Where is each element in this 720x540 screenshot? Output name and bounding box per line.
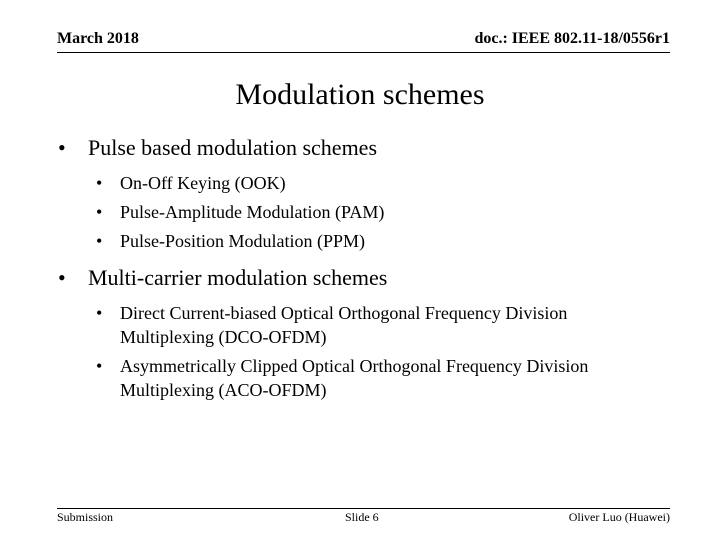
slide-title: Modulation schemes [235,78,485,111]
header-divider [57,52,670,53]
footer-author: Oliver Luo (Huawei) [568,510,670,524]
bullet-icon: • [96,202,103,222]
section-multicarrier [58,263,678,402]
footer-submission: Submission [57,510,114,524]
list-item-text: Pulse-Position Modulation (PPM) [120,231,366,251]
list-item [96,200,650,224]
section-pulse [58,133,678,253]
header-date: March 2018 [57,30,139,47]
header-doc-id: doc.: IEEE 802.11-18/0556r1 [474,30,670,47]
slide-content [58,133,678,412]
list-item [96,229,650,253]
bullet-icon: • [96,303,103,323]
section-heading [58,263,678,293]
list-item [96,354,650,402]
bullet-icon: • [96,231,103,251]
footer-divider [57,508,670,509]
list-item [96,301,650,349]
list-item-text: On-Off Keying (OOK) [120,173,286,193]
section-heading [58,133,678,163]
list-item-text: Direct Current-biased Optical Orthogonal Frequency Division Multiplexing (DCO-OFDM) [120,303,568,347]
footer-slide-number: Slide 6 [345,510,379,524]
bullet-icon: • [58,265,66,290]
sub-bullet-list [58,171,678,253]
bullet-icon: • [96,173,103,193]
sub-bullet-list [58,301,678,402]
section-heading-text: Multi-carrier modulation schemes [88,265,388,290]
section-heading-text: Pulse based modulation schemes [88,135,378,160]
bullet-icon: • [96,356,103,376]
list-item-text: Asymmetrically Clipped Optical Orthogonal Frequency Division Multiplexing (ACO-OFDM) [120,356,589,400]
list-item-text: Pulse-Amplitude Modulation (PAM) [120,202,385,222]
list-item [96,171,650,195]
bullet-icon: • [58,135,66,160]
